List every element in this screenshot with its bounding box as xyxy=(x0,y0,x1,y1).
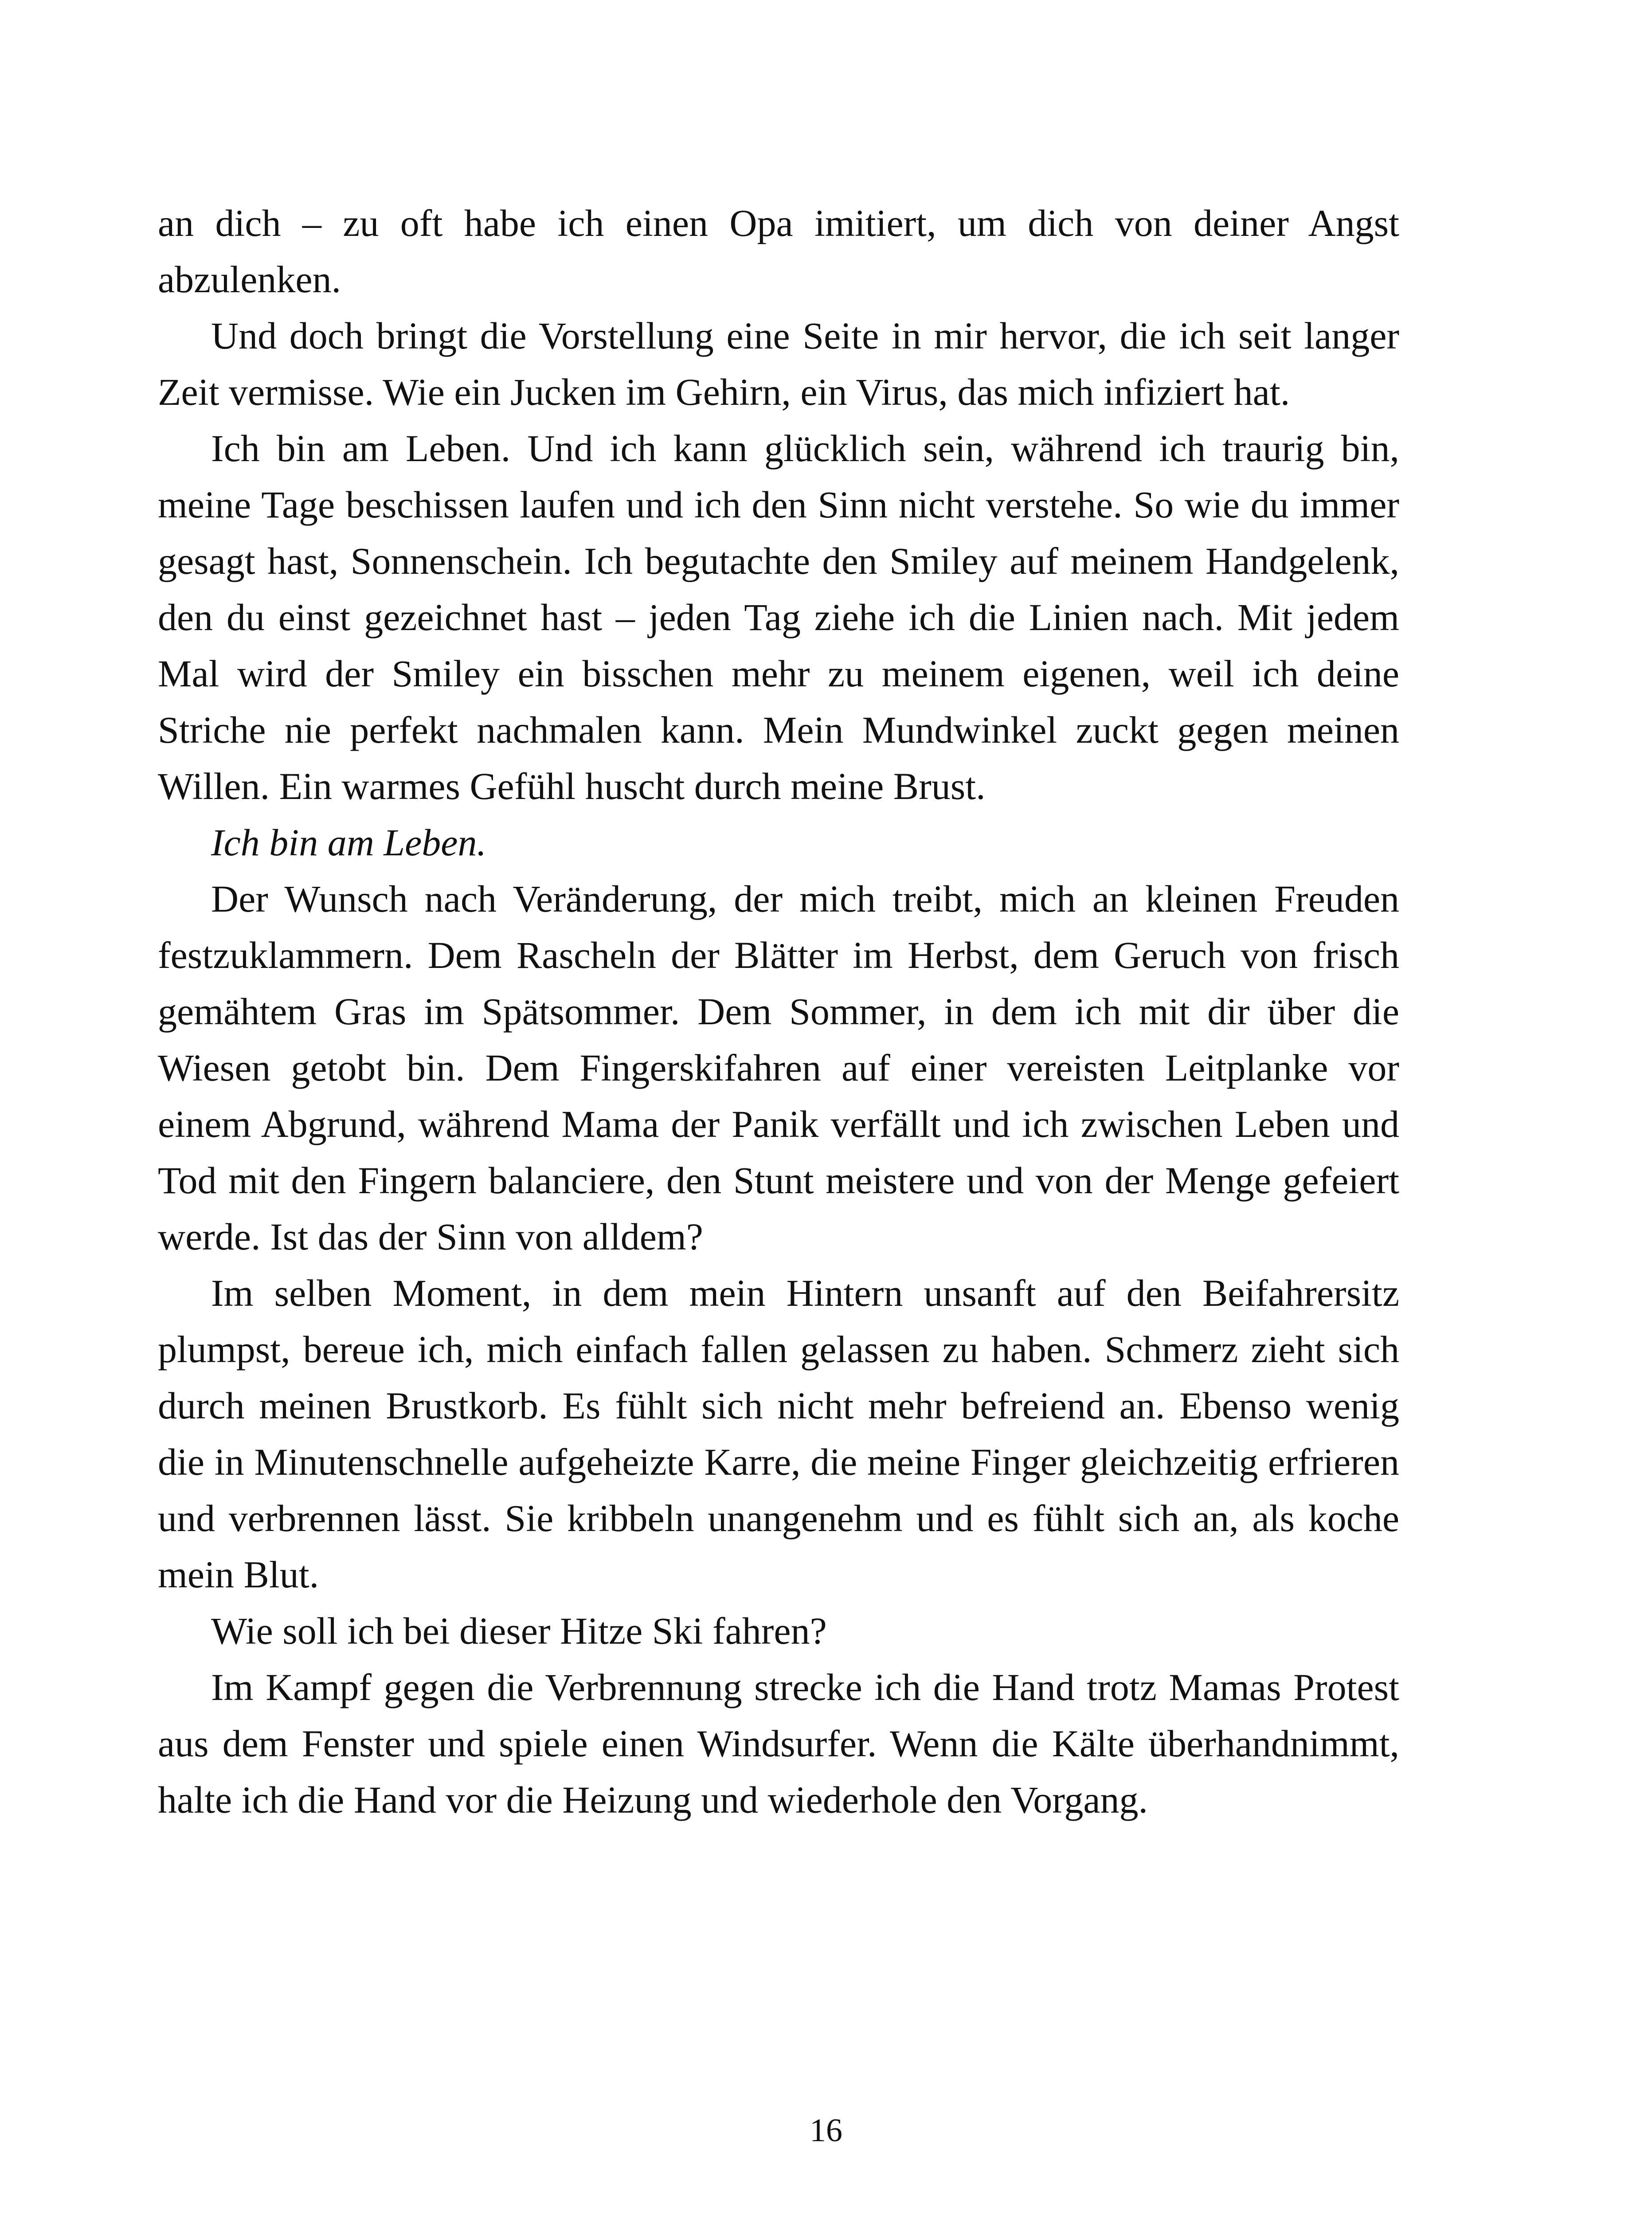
page-number: 16 xyxy=(810,2112,842,2149)
paragraph: Im selben Moment, in dem mein Hintern unsanft auf den Beifahrersitz plumpst, bereue ich, mich einfach fallen gelassen zu haben. Schmerz zieht sich durch meinen Brustkorb. Es fühlt sich nicht mehr befreiend an. Ebenso wenig die in Minutenschnelle aufgeheizte Karre, die meine Finger gleichzeitig erfrieren und verbrennen lässt. Sie kribbeln unangenehm und es fühlt sich an, als koche mein Blut. xyxy=(158,1272,1399,1596)
paragraph: Im Kampf gegen die Verbrennung strecke ich die Hand trotz Mamas Protest aus dem Fenster und spiele einen Windsurfer. Wenn die Kälte überhandnimmt, halte ich die Hand vor die Heizung und wiederhole den Vorgang. xyxy=(158,1666,1399,1821)
paragraph: Wie soll ich bei dieser Hitze Ski fahren? xyxy=(211,1610,827,1652)
paragraph: Ich bin am Leben. Und ich kann glücklich sein, während ich traurig bin, meine Tage beschissen laufen und ich den Sinn nicht verstehe. So wie du immer gesagt hast, Sonnenschein. Ich begutachte den Smiley auf meinem Handgelenk, den du einst gezeichnet hast – jeden Tag ziehe ich die Linien nach. Mit jedem Mal wird der Smiley ein bisschen mehr zu meinem eigenen, weil ich deine Striche nie perfekt nachmalen kann. Mein Mundwinkel zuckt gegen meinen Willen. Ein warmes Gefühl huscht durch meine Brust. xyxy=(158,427,1399,807)
body-text xyxy=(158,195,1399,1828)
paragraph: Der Wunsch nach Veränderung, der mich treibt, mich an kleinen Freuden festzuklammern. Dem Rascheln der Blätter im Herbst, dem Geruch von frisch gemähtem Gras im Spätsommer. Dem Sommer, in dem ich mit dir über die Wiesen getobt bin. Dem Fingerskifahren auf einer vereisten Leitplanke vor einem Abgrund, während Mama der Panik verfällt und ich zwischen Leben und Tod mit den Fingern balanciere, den Stunt meistere und von der Menge gefeiert werde. Ist das der Sinn von alldem? xyxy=(158,877,1399,1258)
paragraph-italic: Ich bin am Leben. xyxy=(211,821,486,864)
paragraph: Und doch bringt die Vorstellung eine Seite in mir hervor, die ich seit langer Zeit vermisse. Wie ein Jucken im Gehirn, ein Virus, das mich infiziert hat. xyxy=(158,314,1399,413)
paragraph-continuation: an dich – zu oft habe ich einen Opa imitiert, um dich von deiner Angst abzulenken. xyxy=(158,202,1399,301)
